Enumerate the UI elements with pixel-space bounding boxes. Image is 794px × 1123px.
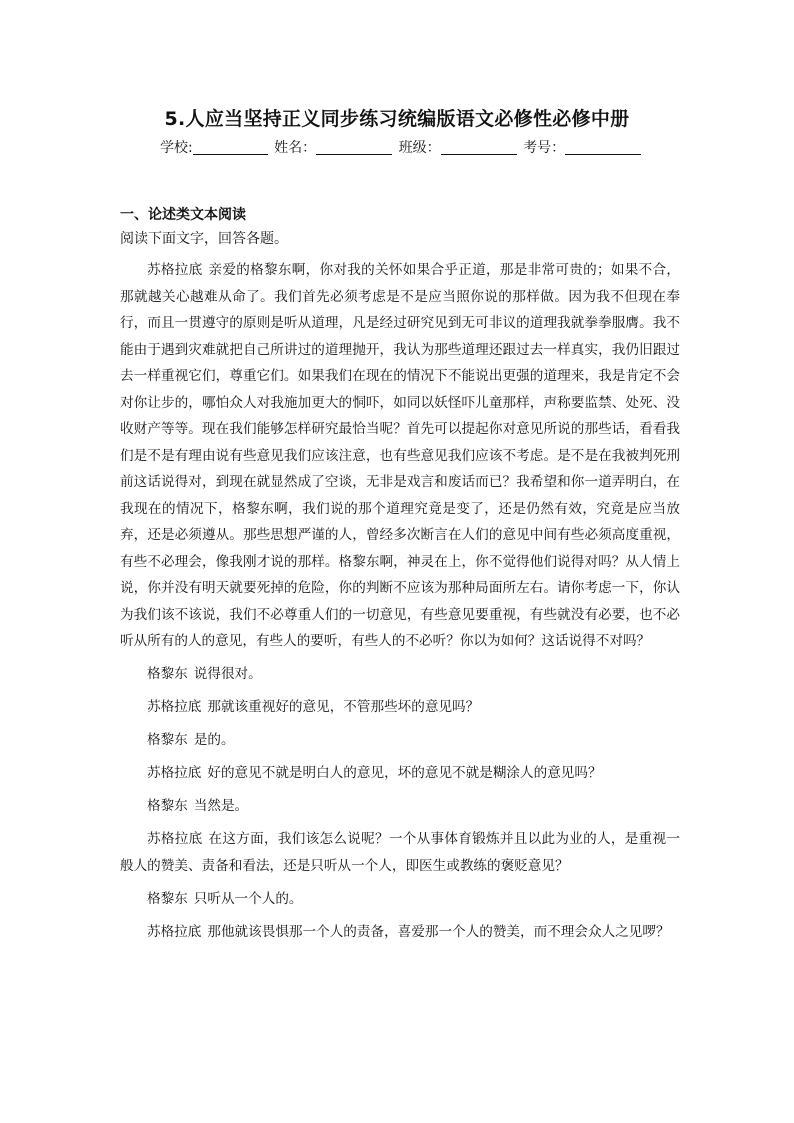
dialogue-text: 是的。 bbox=[193, 732, 235, 748]
speaker-name: 苏格拉底 bbox=[147, 699, 202, 715]
exam-number-label: 考号： bbox=[523, 140, 566, 156]
document-title: 5.人应当坚持正义同步练习统编版语文必修性必修中册 bbox=[164, 108, 630, 130]
speaker-name: 格黎东 bbox=[147, 666, 188, 682]
dialogue-text: 当然是。 bbox=[193, 798, 249, 814]
speaker-name: 苏格拉底 bbox=[147, 262, 203, 278]
school-label: 学校: bbox=[160, 140, 193, 156]
name-label: 姓名： bbox=[274, 140, 317, 156]
speaker-name: 格黎东 bbox=[147, 798, 188, 814]
name-blank[interactable] bbox=[316, 140, 392, 155]
dialogue-line bbox=[120, 727, 680, 754]
dialogue-text: 只听从一个人的。 bbox=[193, 890, 303, 907]
dialogue-line bbox=[120, 760, 680, 787]
dialogue-line bbox=[120, 886, 680, 913]
section-heading: 一、论述类文本阅读 bbox=[120, 207, 246, 223]
exam-number-blank[interactable] bbox=[565, 140, 641, 155]
class-blank[interactable] bbox=[441, 140, 517, 155]
dialogue-text: 好的意见不就是明白人的意见，坏的意见不就是糊涂人的意见吗？ bbox=[207, 765, 602, 781]
dialogue-text: 那就该重视好的意见，不管那些坏的意见吗？ bbox=[207, 699, 480, 715]
student-info-row bbox=[160, 137, 643, 157]
dialogue-line bbox=[120, 661, 680, 688]
speaker-name: 苏格拉底 bbox=[147, 831, 203, 847]
speaker-name: 苏格拉底 bbox=[147, 765, 202, 781]
dialogue-text: 说得很对。 bbox=[193, 666, 262, 682]
speaker-name: 格黎东 bbox=[147, 890, 188, 907]
opening-paragraph bbox=[120, 257, 680, 655]
dialogue-line bbox=[120, 919, 680, 946]
school-blank[interactable] bbox=[193, 140, 268, 155]
paragraph-text: 亲爱的格黎东啊，你对我的关怀如果合乎正道，那是非常可贵的；如果不合，那就越关心越难从命了。我们首先必须考虑是不是应当照你说的那样做。因为我不但现在奉行，而且一贯遵守的原则是听从道理，凡是经过研究见到无可非议的道理我就拳拳服膺。我不能由于遇到灾难就把自己所讲过的道理抛开，我认为那些道理还跟过去一样真实，我仍旧跟过去一样重视它们，尊重它们。如果我们在现在的情况下不能说出更强的道理来，我是肯定不会对你让步的，哪怕众人对我施加更大的恫吓，如同以妖怪吓儿童那样，声称要监禁、处死、没收财产等等。现在我们能够怎样研究最恰当呢？首先可以提起你对意见所说的那些话，看看我们是不是有理由说有些意见我们应该注意，也有些意见我们应该不考虑。是不是在我被判死刑前这话说得对，到现在就显然成了空谈，无非是戏言和废话而已？我希望和你一道弄明白，在我现在的情况下，格黎东啊，我们说的那个道理究竟是变了，还是仍然有效，究竟是应当放弃，还是必须遵从。那些思想严谨的人，曾经多次断言在人们的意见中间有些必须高度重视，有些不必理会，像我刚才说的那样。格黎东啊，神灵在上，你不觉得他们说得对吗？从人情上说，你并没有明天就要死掉的危险，你的判断不应该为那种局面所左右。请你考虑一下，你认为我们该不该说，我们不必尊重人们的一切意见，有些意见要重视，有些就没有必要，也不必听从所有的人的意见，有些人的要听，有些人的不必听？你以为如何？这话说得不对吗？ bbox=[120, 262, 681, 649]
speaker-name: 格黎东 bbox=[147, 732, 188, 748]
class-label: 班级： bbox=[398, 140, 441, 156]
dialogue-line bbox=[120, 694, 680, 721]
speaker-name: 苏格拉底 bbox=[147, 923, 202, 940]
dialogue-line bbox=[120, 793, 680, 820]
instruction-text: 阅读下面文字，回答各题。 bbox=[120, 231, 288, 247]
passage-body bbox=[120, 257, 680, 945]
dialogue-line bbox=[120, 826, 680, 879]
dialogue-text: 那他就该畏惧那一个人的责备，喜爱那一个人的赞美，而不理会众人之见啰？ bbox=[207, 923, 670, 940]
dialogue-text: 在这方面，我们该怎么说呢？一个从事体育锻炼并且以此为业的人，是重视一般人的赞美、责备和看法，还是只听从一个人，即医生或教练的褒贬意见？ bbox=[120, 831, 681, 874]
